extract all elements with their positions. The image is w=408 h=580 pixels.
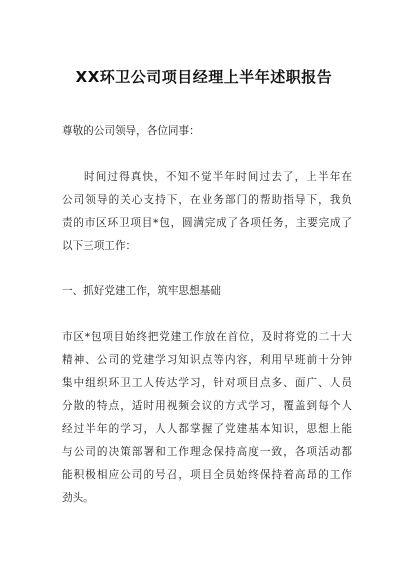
- section-heading: 一、抓好党建工作，筑牢思想基础: [62, 285, 221, 297]
- intro-line: 时间过得真快，不知不觉半年时间过去了，上半年在: [84, 171, 352, 183]
- intro-line: 责的市区环卫项目*包，圆满完成了各项任务，主要完成了: [62, 217, 352, 229]
- section-line: 劲头。: [62, 492, 94, 504]
- intro-line: 公司领导的关心支持下，在业务部门的帮助指导下，我负: [62, 194, 352, 206]
- intro-line: 以下三项工作：: [62, 240, 137, 252]
- section-line: 与公司的决策部署和工作理念保持高度一致，各项活动都: [62, 446, 352, 458]
- section-line: 分散的特点，适时用视频会议的方式学习，覆盖到每个人: [62, 400, 352, 412]
- section-line: 集中组织环卫工人传达学习，针对项目点多、面广、人员: [62, 377, 352, 389]
- section-line: 经过半年的学习，人人都掌握了党建基本知识，思想上能: [62, 423, 352, 435]
- document-title: XX环卫公司项目经理上半年述职报告: [75, 68, 333, 86]
- section-line: 市区*包项目始终把党建工作放在首位，及时将党的二十大: [62, 331, 352, 343]
- section-line: 精神、公司的党建学习知识点等内容，利用早班前十分钟: [62, 354, 352, 366]
- greeting: 尊敬的公司领导，各位同事：: [62, 125, 200, 137]
- section-line: 能积极相应公司的号召，项目全员始终保持着高昂的工作: [62, 469, 352, 481]
